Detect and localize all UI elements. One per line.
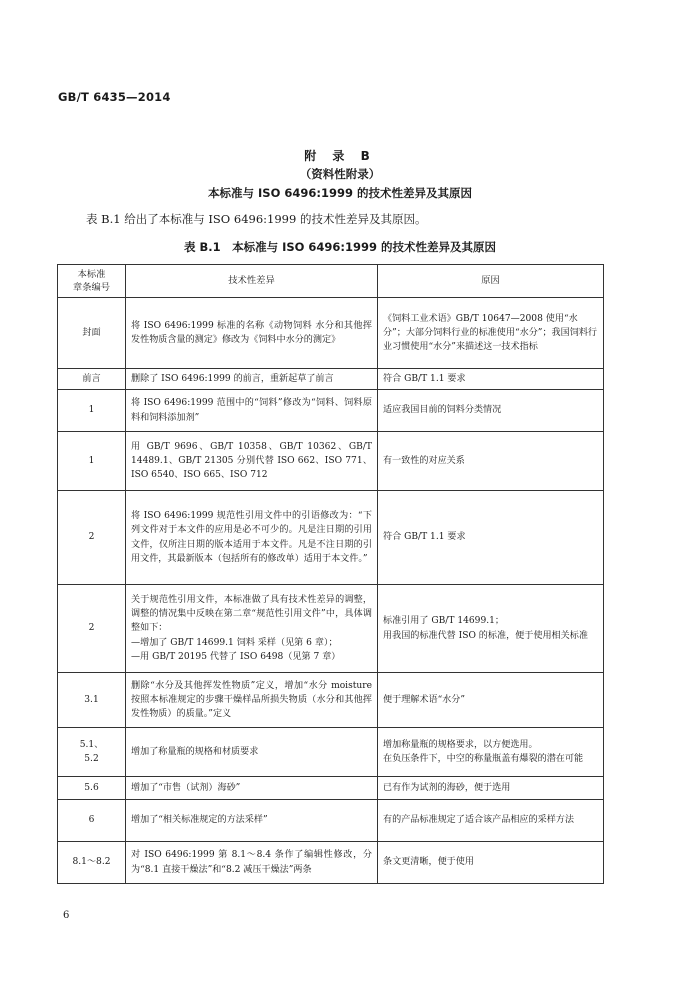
- reason-cell: 有一致性的对应关系: [378, 432, 604, 491]
- page-number: 6: [63, 910, 70, 921]
- difference-cell: 将 ISO 6496:1999 范围中的“饲料”修改为“饲料、饲料原料和饲料添加剂”: [126, 390, 378, 432]
- difference-cell: 增加了“相关标准规定的方法采样”: [126, 800, 378, 842]
- clause-cell: [58, 728, 126, 777]
- table-row: [58, 800, 604, 842]
- clause-cell: 1: [58, 390, 126, 432]
- reason-cell: 条文更清晰，便于使用: [378, 842, 604, 884]
- reason-line: 用我国的标准代替 ISO 的标准，便于使用相关标准: [383, 630, 588, 641]
- table-header-row: [58, 265, 604, 298]
- reason-cell: 符合 GB/T 1.1 要求: [378, 491, 604, 585]
- annex-type: （资料性附录）: [299, 167, 381, 181]
- table-row: [58, 390, 604, 432]
- difference-cell: 将 ISO 6496:1999 标准的名称《动物饲料 水分和其他挥发性物质含量的测定》修改为《饲料中水分的测定》: [126, 298, 378, 369]
- difference-cell: 删除了 ISO 6496:1999 的前言，重新起草了前言: [126, 369, 378, 390]
- table-row: [58, 673, 604, 728]
- difference-cell: 增加了称量瓶的规格和材质要求: [126, 728, 378, 777]
- reason-cell: 便于理解术语“水分”: [378, 673, 604, 728]
- intro-paragraph: 表 B.1 给出了本标准与 ISO 6496:1999 的技术性差异及其原因。: [86, 212, 427, 226]
- difference-line: —用 GB/T 20195 代替了 ISO 6498（见第 7 章）: [131, 651, 341, 662]
- difference-line: —增加了 GB/T 14699.1 饲料 采样（见第 6 章）；: [131, 637, 338, 648]
- reason-line: 增加称量瓶的规格要求，以方便选用。: [383, 739, 538, 750]
- header-clause-line1: 本标准: [77, 268, 106, 280]
- difference-cell: 增加了“市售（试剂）海砂”: [126, 777, 378, 800]
- table-row: [58, 842, 604, 884]
- table-row: [58, 298, 604, 369]
- table-row: [58, 777, 604, 800]
- reason-cell: 有的产品标准规定了适合该产品相应的采样方法: [378, 800, 604, 842]
- reason-cell: 适应我国目前的饲料分类情况: [378, 390, 604, 432]
- table-caption: 表 B.1 本标准与 ISO 6496:1999 的技术性差异及其原因: [183, 240, 497, 254]
- clause-cell: 6: [58, 800, 126, 842]
- table-row: [58, 432, 604, 491]
- header-technical-difference: 技术性差异: [126, 265, 378, 298]
- annex-subtitle: 本标准与 ISO 6496:1999 的技术性差异及其原因: [208, 186, 472, 200]
- difference-cell: 将 ISO 6496:1999 规范性引用文件中的引语修改为：“下列文件对于本文件的应用是必不可少的。凡是注日期的引用文件，仅所注日期的版本适用于本文件。凡是不注日期的引用文件，其最新版本（包括所有的修改单）适用于本文件。”: [126, 491, 378, 585]
- reason-cell: [378, 728, 604, 777]
- differences-table: [57, 264, 604, 884]
- clause-cell: 前言: [58, 369, 126, 390]
- clause-cell: 封面: [58, 298, 126, 369]
- difference-line: 关于规范性引用文件，本标准做了具有技术性差异的调整，调整的情况集中反映在第二章“规范性引用文件”中，具体调整如下：: [131, 595, 372, 634]
- annex-title: 附 录 B: [304, 149, 376, 163]
- clause-line: 5.2: [84, 754, 99, 764]
- reason-cell: 已有作为试剂的海砂，便于选用: [378, 777, 604, 800]
- standard-number: GB/T 6435—2014: [58, 90, 171, 104]
- reason-cell: 《饲料工业术语》GB/T 10647—2008 使用“水分”；大部分饲料行业的标准使用“水分”；我国饲料行业习惯使用“水分”来描述这一技术指标: [378, 298, 604, 369]
- reason-cell: [378, 585, 604, 673]
- clause-cell: 3.1: [58, 673, 126, 728]
- difference-cell: 对 ISO 6496:1999 第 8.1～8.4 条作了编辑性修改，分为“8.1 直接干燥法”和“8.2 减压干燥法”两条: [126, 842, 378, 884]
- difference-cell: [126, 585, 378, 673]
- table-row: [58, 369, 604, 390]
- difference-cell: 删除“水分及其他挥发性物质”定义，增加“水分 moisture 按照本标准规定的步骤干燥样品所损失物质（水分和其他挥发性物质）的质量。”定义: [126, 673, 378, 728]
- table-row: [58, 585, 604, 673]
- difference-cell: 用 GB/T 9696、GB/T 10358、GB/T 10362、GB/T 14489.1、GB/T 21305 分别代替 ISO 662、ISO 771、ISO 6540、ISO 665、ISO 712: [126, 432, 378, 491]
- reason-line: 标准引用了 GB/T 14699.1；: [383, 616, 505, 627]
- reason-line: 在负压条件下，中空的称量瓶盖有爆裂的潜在可能: [383, 754, 584, 764]
- reason-cell: 符合 GB/T 1.1 要求: [378, 369, 604, 390]
- clause-line: 5.1、: [79, 739, 104, 750]
- clause-cell: 8.1～8.2: [58, 842, 126, 884]
- clause-cell: 1: [58, 432, 126, 491]
- header-clause-line2: 章条编号: [72, 282, 111, 293]
- clause-cell: 5.6: [58, 777, 126, 800]
- clause-cell: 2: [58, 491, 126, 585]
- header-reason: 原因: [378, 265, 604, 298]
- header-clause-number: [58, 265, 126, 298]
- clause-cell: 2: [58, 585, 126, 673]
- table-row: [58, 491, 604, 585]
- table-row: [58, 728, 604, 777]
